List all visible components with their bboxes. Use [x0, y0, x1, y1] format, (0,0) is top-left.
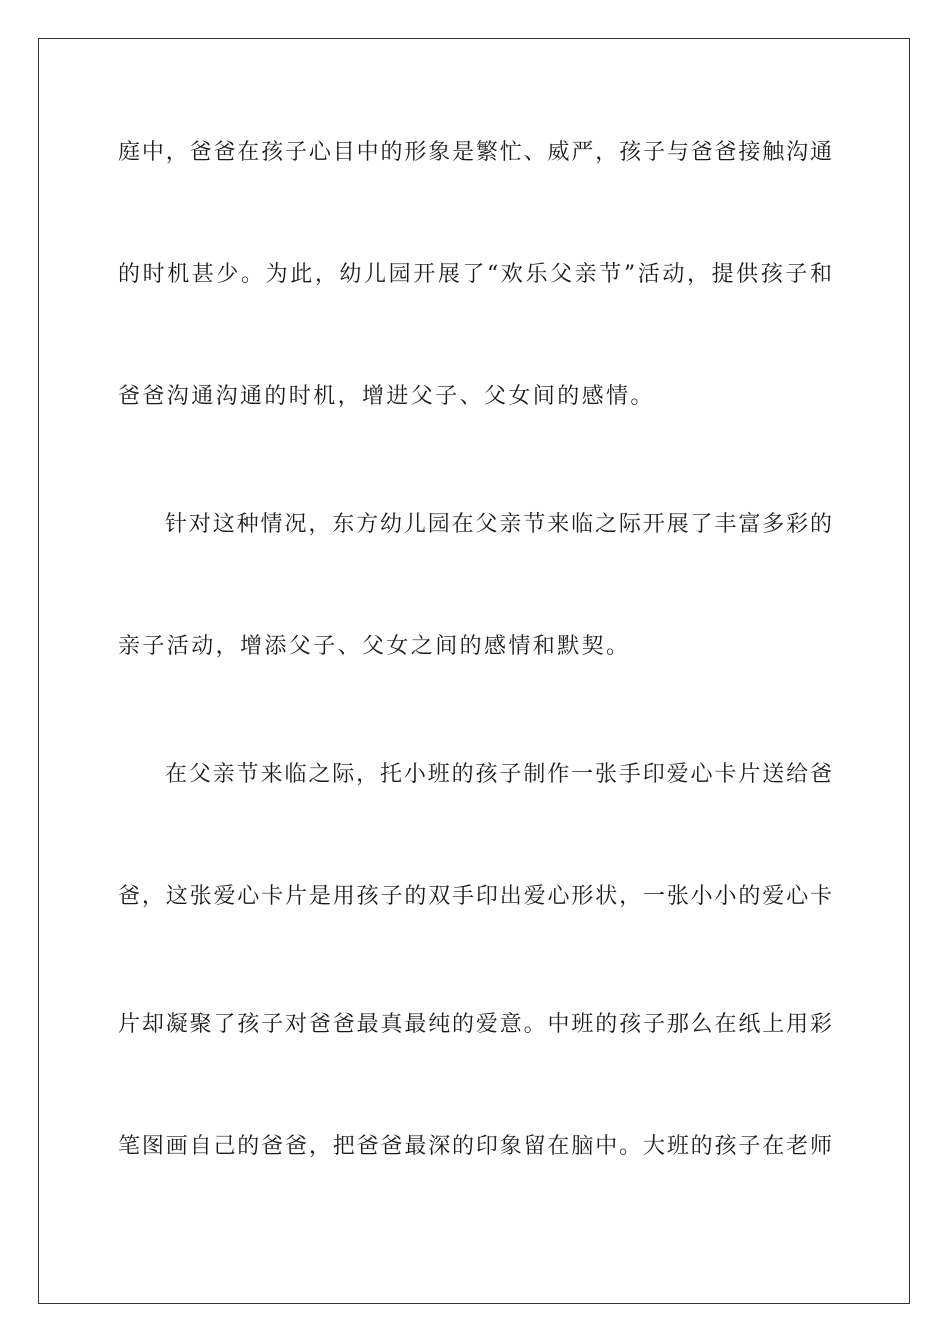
paragraph-line: 的时机甚少。为此，幼儿园开展了“欢乐父亲节”活动，提供孩子和: [118, 262, 832, 287]
paragraph-line: 爸，这张爱心卡片是用孩子的双手印出爱心形状，一张小小的爱心卡: [118, 884, 832, 909]
paragraph-line: 爸爸沟通沟通的时机，增进父子、父女间的感情。: [118, 384, 655, 409]
paragraph-line: 庭中，爸爸在孩子心目中的形象是繁忙、威严，孩子与爸爸接触沟通: [118, 140, 832, 165]
paragraph-line: 片却凝聚了孩子对爸爸最真最纯的爱意。中班的孩子那么在纸上用彩: [118, 1012, 832, 1037]
paragraph-line: 针对这种情况，东方幼儿园在父亲节来临之际开展了丰富多彩的: [165, 512, 832, 537]
paragraph-line: 笔图画自己的爸爸，把爸爸最深的印象留在脑中。大班的孩子在老师: [118, 1134, 832, 1159]
paragraph-line: 亲子活动，增添父子、父女之间的感情和默契。: [118, 634, 631, 659]
paragraph-line: 在父亲节来临之际，托小班的孩子制作一张手印爱心卡片送给爸: [165, 762, 832, 787]
page-border: [38, 38, 910, 1304]
